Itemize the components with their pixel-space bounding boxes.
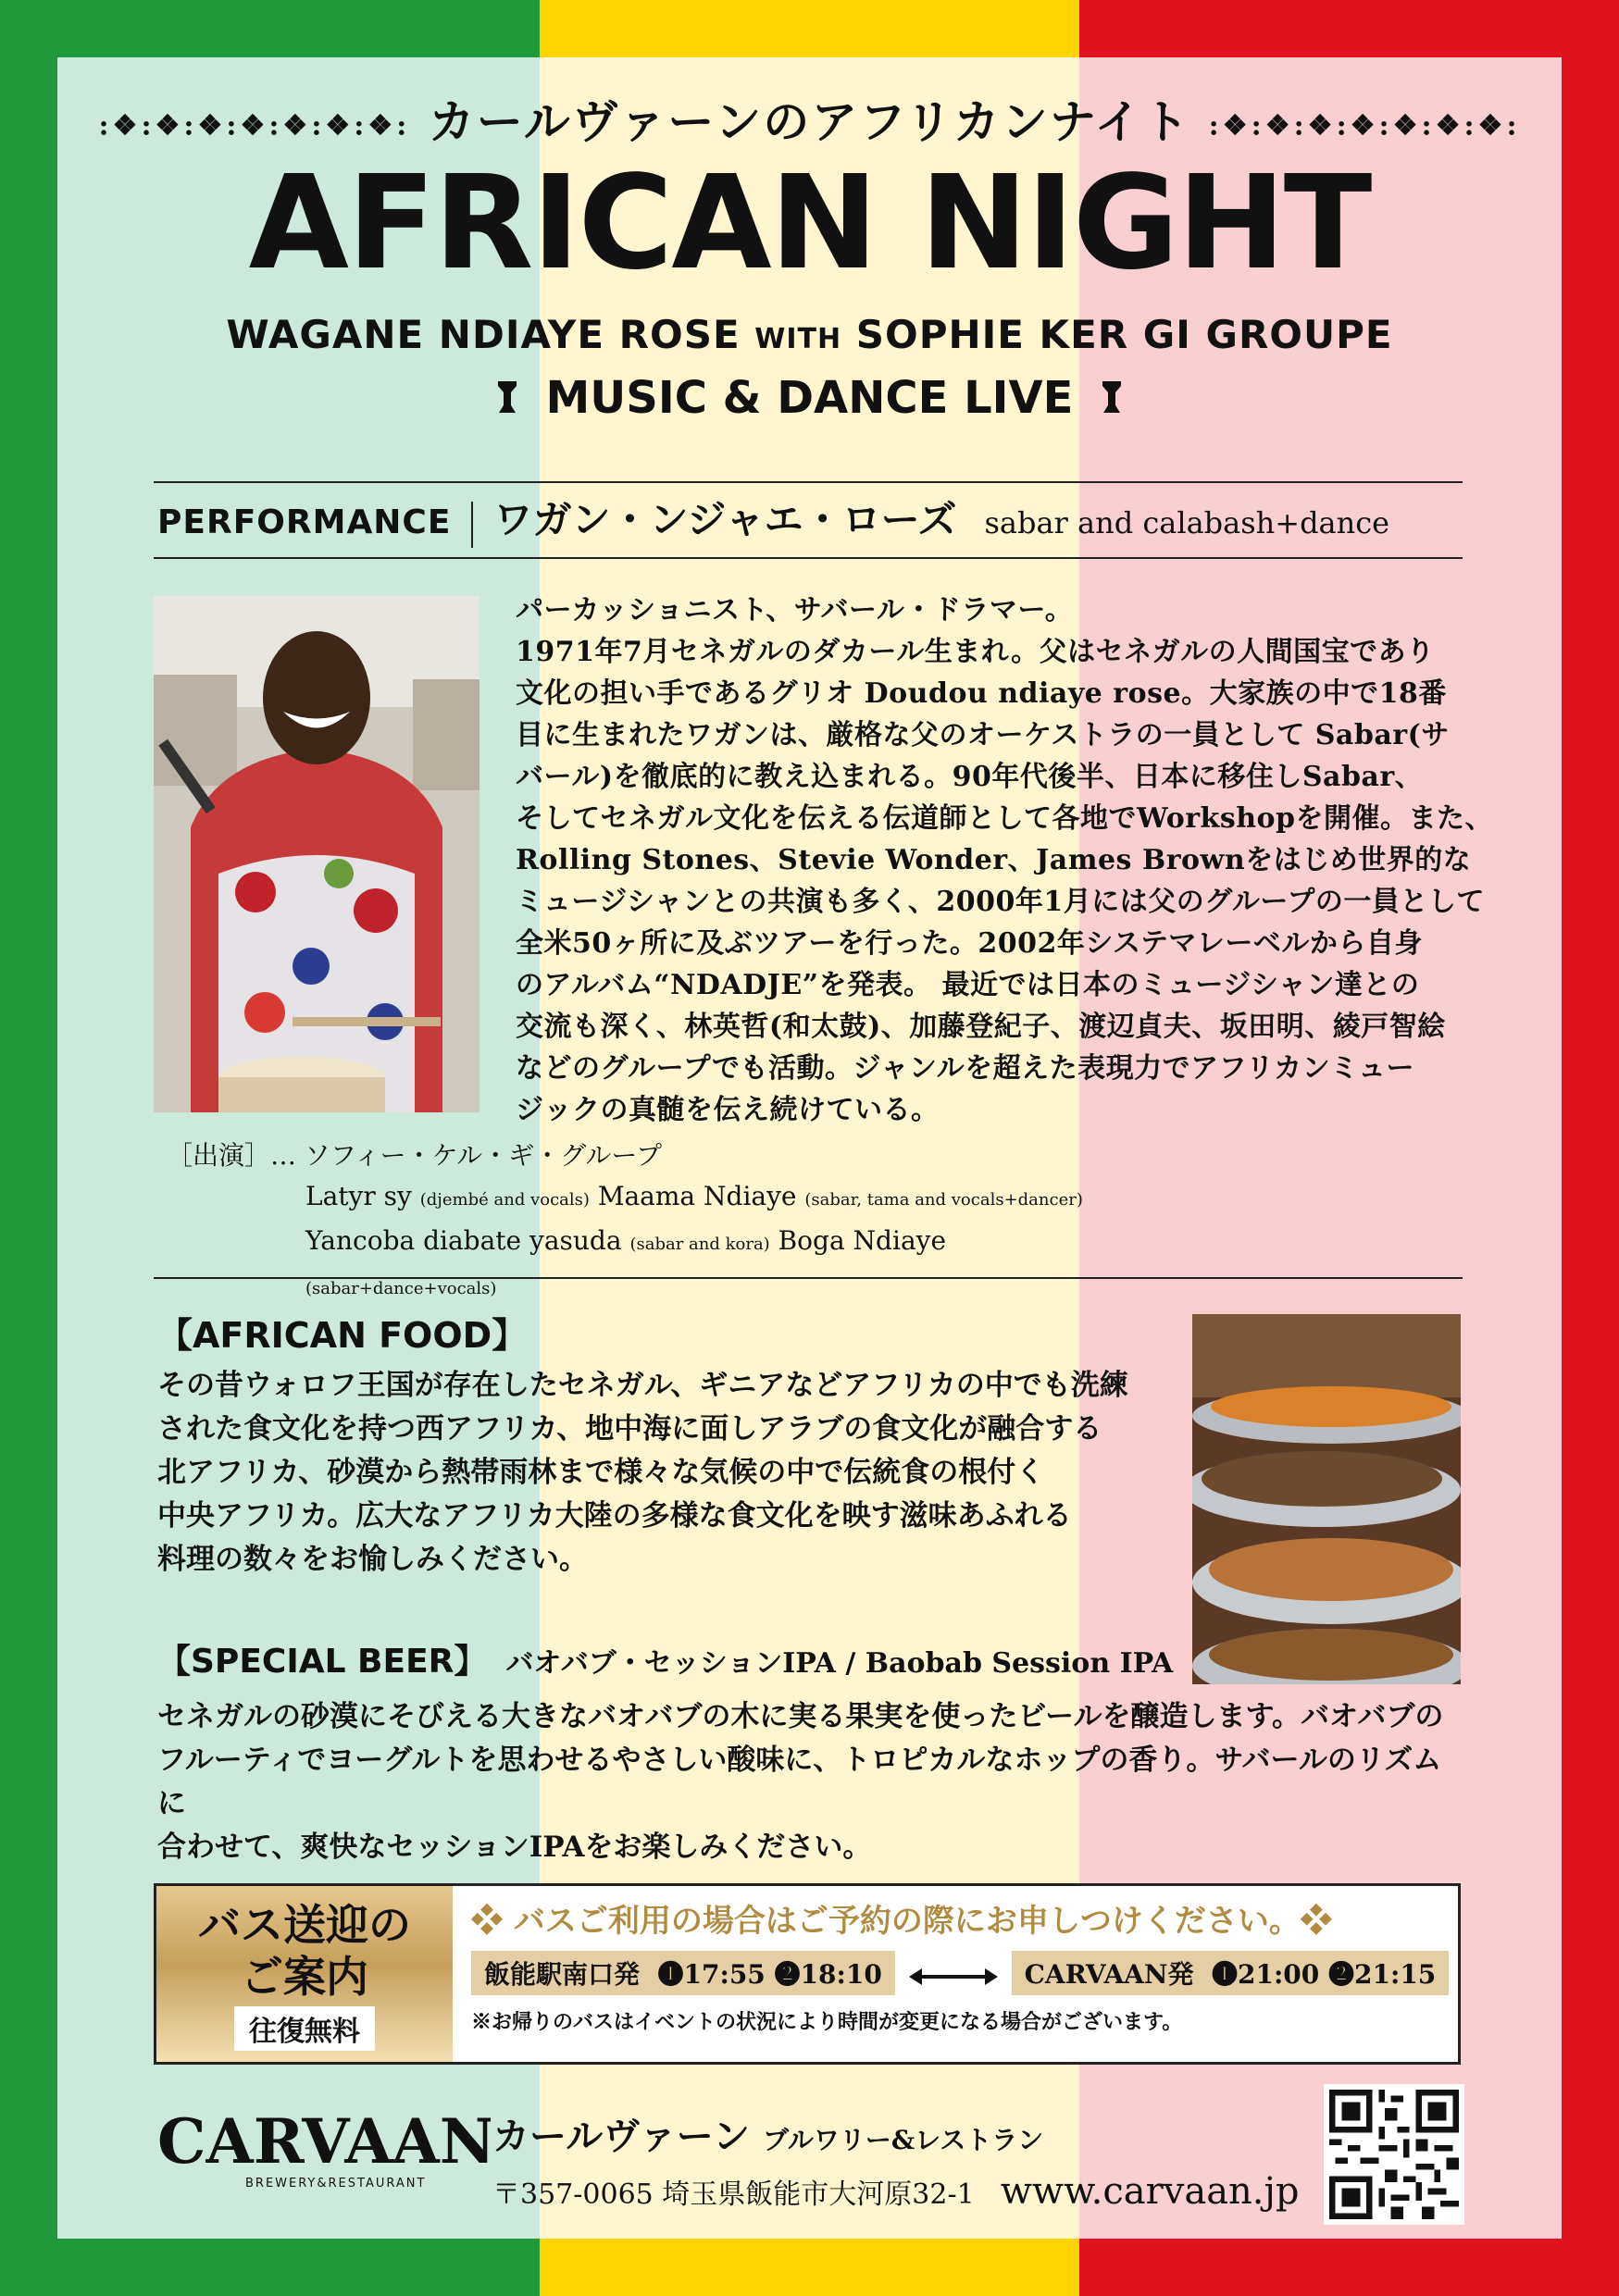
depart-box: 飯能駅南口発 ❶17:55 ❷18:10 <box>471 1951 895 1995</box>
cast-member: Maama Ndiaye <box>597 1181 797 1211</box>
live-line <box>57 372 1562 424</box>
live-title: MUSIC & DANCE LIVE <box>545 372 1074 424</box>
performance-row <box>157 492 1453 548</box>
cast-member: Boga Ndiaye <box>778 1225 947 1256</box>
main-title: AFRICAN NIGHT <box>248 148 1371 299</box>
venue-address: 〒357-0065 埼玉県飯能市大河原32-1 www.carvaan.jp <box>492 2170 1300 2213</box>
performer-name: ワガン・ンジャエ・ローズ <box>493 497 957 542</box>
ornament-right: :❖:❖:❖:❖:❖:❖:❖: <box>1208 109 1521 143</box>
beer-heading-row <box>157 1635 1173 1682</box>
cast-label: ［出演］… ソフィー・ケル・ギ・グループ <box>167 1140 663 1171</box>
cast-list: ［出演］… ソフィー・ケル・ギ・グループ Latyr sy (djembé and vocals) Maama Ndiaye (sabar, tama and vocals+dancer) Yancoba diabate yasuda (sabar and kora) Boga Ndiaye (sabar+dance+vocals) <box>167 1136 1092 1309</box>
divider <box>154 481 1463 483</box>
bus-free-badge: 往復無料 <box>234 2006 375 2051</box>
artist-line <box>57 312 1562 357</box>
drum-icon <box>497 379 517 415</box>
divider <box>154 1277 1463 1279</box>
flyer-panel <box>57 57 1562 2239</box>
venue-name: カールヴァーン ブルワリー&レストラン <box>492 2115 1044 2158</box>
ornament-left: :❖:❖:❖:❖:❖:❖:❖: <box>98 109 411 143</box>
divider <box>154 557 1463 559</box>
performer-instruments: sabar and calabash+dance <box>984 505 1390 540</box>
bus-title-block <box>156 1886 453 2062</box>
performer-bio: パーカッショニスト、サバール・ドラマー。 1971年7月セネガルのダカール生まれ。父はセネガルの人間国宝であり 文化の担い手であるグリオ Doudou ndiaye rose。大家族の中で18番 目に生まれたワガンは、厳格な父のオーケストラの一員として Sabar(サ バール)を徹底的に教え込まれる。90年代後半、日本に移住しSabar、 そしてセネガル文化を伝える伝道師として各地でWorkshopを開催。また、 Rolling Stones、Stevie Wonder、James Brownをはじめ世界的な ミュージシャンとの共演も多く、2000年1月には父のグループの一員として 全米50ヶ所に及ぶツアーを行った。2002年システマレーベルから自身 のアルバム“NDADJE”を発表。 最近では日本のミュージシャン達との 交流も深く、林英哲(和太鼓)、加藤登紀子、渡辺貞夫、坂田明、綾戸智絵 などのグループでも活動。ジャンルを超えた表現力でアフリカンミュー ジックの真髄を伝え続けている。 <box>516 594 1494 1126</box>
jp-title: カールヴァーンのアフリカンナイト <box>428 94 1191 149</box>
carvaan-logo <box>157 2098 491 2200</box>
bus-note: ※お帰りのバスはイベントの状況により時間が変更になる場合がございます。 <box>471 2010 1183 2034</box>
beer-heading: 【SPECIAL BEER】 <box>157 1643 488 1681</box>
beer-name: バオバブ・セッションIPA / Baobab Session IPA <box>505 1647 1174 1680</box>
group-name: SOPHIE KER GI GROUPE <box>855 312 1393 357</box>
food-photo <box>1192 1314 1461 1684</box>
qr-code[interactable] <box>1324 2084 1464 2225</box>
svg-text:CARVAAN: CARVAAN <box>157 2105 491 2178</box>
cast-member: Yancoba diabate yasuda <box>305 1225 622 1256</box>
svg-text:BREWERY&RESTAURANT: BREWERY&RESTAURANT <box>245 2177 427 2191</box>
with-word: WITH <box>754 323 842 355</box>
jp-title-line <box>57 85 1562 152</box>
beer-text: セネガルの砂漠にそびえる大きなバオバブの木に実る果実を使ったビールを醸造します。バオバブの フルーティでヨーグルトを思わせるやさしい酸味に、トロピカルなホップの香り。サバールのリズムに 合わせて、爽快なセッションIPAをお楽しみください。 <box>157 1700 1444 1864</box>
bus-notice: ❖ バスご利用の場合はご予約の際にお申しつけください。❖ <box>471 1903 1332 1940</box>
website-link[interactable]: www.carvaan.jp <box>1000 2170 1300 2213</box>
artist-name: WAGANE NDIAYE ROSE <box>226 312 741 357</box>
cast-member: Latyr sy <box>305 1181 412 1211</box>
performance-label: PERFORMANCE <box>157 503 452 541</box>
food-heading: 【AFRICAN FOOD】 <box>157 1315 528 1356</box>
bus-title-2: ご案内 <box>241 1952 368 2002</box>
bus-info-box <box>154 1883 1461 2065</box>
return-box: CARVAAN発 ❶21:00 ❷21:15 <box>1012 1951 1450 1995</box>
bus-times <box>471 1951 1449 1995</box>
performer-photo <box>154 596 479 1112</box>
drum-icon <box>1102 379 1122 415</box>
food-text: その昔ウォロフ王国が存在したセネガル、ギニアなどアフリカの中でも洗練 された食文化を持つ西アフリカ、地中海に面しアラブの食文化が融合する 北アフリカ、砂漠から熱帯雨林まで様々な気候の中で伝統食の根付く 中央アフリカ。広大なアフリカ大陸の多様な食文化を映す滋味あふれる 料理の数々をお愉しみください。 <box>157 1369 1128 1576</box>
bus-title-1: バス送迎の <box>198 1900 411 1950</box>
arrow-icon <box>916 1975 990 1979</box>
